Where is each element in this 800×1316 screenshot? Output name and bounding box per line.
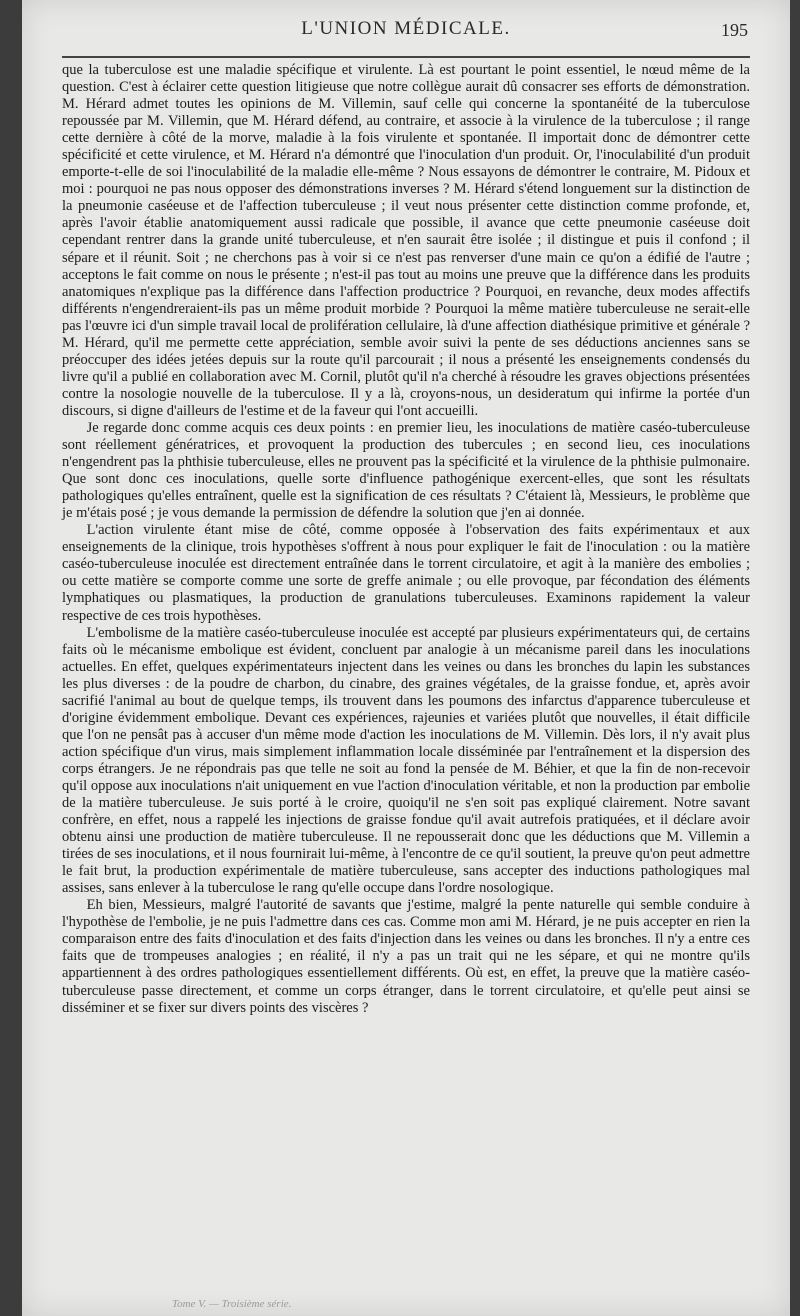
running-head [62,18,750,48]
page-sheet [22,0,790,1316]
signature-footer: Tome V. — Troisième série. [172,1298,292,1310]
paragraph-2: Je regarde donc comme acquis ces deux points : en premier lieu, les inoculations de matière caséo-tuberculeuse sont réellement génératrices, et provoquent la production des tubercules ; en second lieu, ces inoculations n'engendrent pas la phthisie tuberculeuse, elles ne prouvent pas la spécificité et la virulence de la phthisie pulmonaire. Que sont donc ces inoculations, quelle sorte d'influence pathogénique exercent-elles, que sont les résultats pathologiques qu'elles entraînent, quelle est la signification de ces résultats ? C'étaient là, Messieurs, le problème que je m'étais posé ; je vous demande la permission de défendre la solution que j'en ai donnée. [62,419,750,522]
paragraph-4: L'embolisme de la matière caséo-tuberculeuse inoculée est accepté par plusieurs expérimentateurs qui, de certains faits où le mécanisme embolique est évident, concluent par analogie à un mécanisme pareil dans les inoculations actuelles. En effet, quelques expérimentateurs injectent dans les veines ou dans les bronches du lapin les substances les plus diverses : de la poudre de charbon, du cinabre, des graines végétales, de la graisse fondue, et, après avoir sacrifié l'animal au bout de quelque temps, ils trouvent dans les poumons des infarctus d'apparence tuberculeuse et d'origine évidemment embolique. Devant ces expériences, rajeunies et variées plutôt que nouvelles, il était difficile que l'on ne pensât pas à accuser d'un même mode d'action les inoculations de M. Villemin. Dès lors, il n'y avait plus action spécifique d'un virus, mais simplement inflammation locale disséminée par l'entraînement et la dispersion des corps étrangers. Je ne répondrais pas que telle ne soit au fond la pensée de M. Béhier, et que la fin de non-recevoir qu'il oppose aux inoculations n'ait uniquement en vue l'action d'inoculation véritable, et non la production par embolie de la matière tuberculeuse. Je suis porté à le croire, quoiqu'il ne s'en soit pas expliqué clairement. Notre savant confrère, en effet, nous a rappelé les injections de graisse fondue qu'il avait autrefois pratiquées, et il déclare avoir obtenu ainsi une production de matière tuberculeuse. Il ne repousserait donc que les déductions que M. Villemin a tirées de ses inoculations, et il nous fournirait lui-même, à l'encontre de ce qu'il soutient, la preuve qu'on peut admettre le fait brut, la production expérimentale de matière tuberculeuse, sans accepter des inductions pathologiques mal assises, sans enlever à la tuberculose le rang qu'elle occupe dans l'ordre nosologique. [62,624,750,897]
article-body [62,62,750,1017]
paragraph-5: Eh bien, Messieurs, malgré l'autorité de savants que j'estime, malgré la pente naturelle qui semble conduire à l'hypothèse de l'embolie, je ne puis l'admettre dans ces cas. Comme mon ami M. Hérard, je ne puis accepter en rien la comparaison entre des faits d'inoculation et des faits d'injection dans les veines ou dans les bronches. Il n'y a entre ces faits que de trompeuses analogies ; en réalité, il n'y a pas un trait qui ne les sépare, et qui ne montre qu'ils appartiennent à des ordres pathologiques essentiellement différents. Où est, en effet, la preuve que la matière caséo-tuberculeuse passe directement, et comme un corps étranger, dans le torrent circulatoire, et qu'elle peut ainsi se disséminer et se fixer sur divers points des viscères ? [62,897,750,1016]
paragraph-1: que la tuberculose est une maladie spécifique et virulente. Là est pourtant le point essentiel, le nœud même de la question. C'est à éclairer cette question litigieuse que notre collègue aurait dû consacrer ses efforts de démonstration. M. Hérard admet toutes les opinions de M. Villemin, sauf celle qui concerne la spontanéité de la tuberculose repoussée par M. Villemin, que M. Hérard défend, au contraire, et associe à la virulence de la tuberculose ; il range cette dernière à côté de la morve, maladie à la fois virulente et spontanée. Il importait donc de démontrer cette spécificité et cette virulence, et M. Hérard n'a démontré que l'inoculation d'un produit. Or, l'inoculabilité d'un produit emporte-t-elle de soi l'inoculabilité de la maladie elle-même ? Nous essayons de démontrer le contraire, M. Pidoux et moi : pourquoi ne pas nous opposer des démonstrations inverses ? M. Hérard s'étend longuement sur la distinction de la pneumonie caséeuse et de l'affection tuberculeuse ; il veut nous présenter cette distinction comme profonde, et, après l'avoir établie anatomiquement aussi radicale que possible, il avance que cette pneumonie caséeuse doit cependant rentrer dans la grande unité tuberculeuse, et n'en saurait être isolée ; il distingue et puis il confond ; il sépare et il réunit. Soit ; ne cherchons pas à voir si ce n'est pas renverser d'une main ce qu'on a édifié de l'autre ; acceptons le fait comme on nous le présente ; n'est-il pas tout au moins une preuve que la différence dans les produits anatomiques n'explique pas la différence dans l'affection productrice ? Pourquoi, en revanche, deux modes affectifs différents n'engendreraient-ils pas un même produit morbide ? Pourquoi la même matière tuberculeuse ne serait-elle pas l'œuvre ici d'un simple travail local de prolifération cellulaire, là d'une affection diathésique primitive et générale ? M. Hérard, qu'il me permette cette appréciation, semble avoir suivi la pente de ses déductions anciennes sans se préoccuper des idées jetées depuis sur la route qu'il parcourait ; il nous a présenté les enseignements condensés du livre qu'il a publié en collaboration avec M. Cornil, plutôt qu'il n'a cherché à résoudre les graves objections présentées contre la nosologie nouvelle de la tuberculose. Il y a là, croyons-nous, un desideratum qui infirme la portée d'un discours, si digne d'ailleurs de l'estime et de la faveur qui l'ont accueilli. [62,62,750,419]
page-number: 195 [721,20,748,40]
journal-title: L'UNION MÉDICALE. [301,18,511,39]
paragraph-3: L'action virulente étant mise de côté, comme opposée à l'observation des faits expérimentaux et aux enseignements de la clinique, trois hypothèses s'offrent à nous pour expliquer le fait de l'inoculation : ou la matière caséo-tuberculeuse inoculée est directement entraînée dans le torrent circulatoire, et agit à la manière des embolies ; ou cette matière se comporte comme une sorte de greffe animale ; ou elle provoque, par fécondation des éléments lymphatiques ou plasmatiques, la production de granulations tuberculeuses. Examinons rapidement la valeur respective de ces trois hypothèses. [62,522,750,624]
header-rule [62,56,750,58]
